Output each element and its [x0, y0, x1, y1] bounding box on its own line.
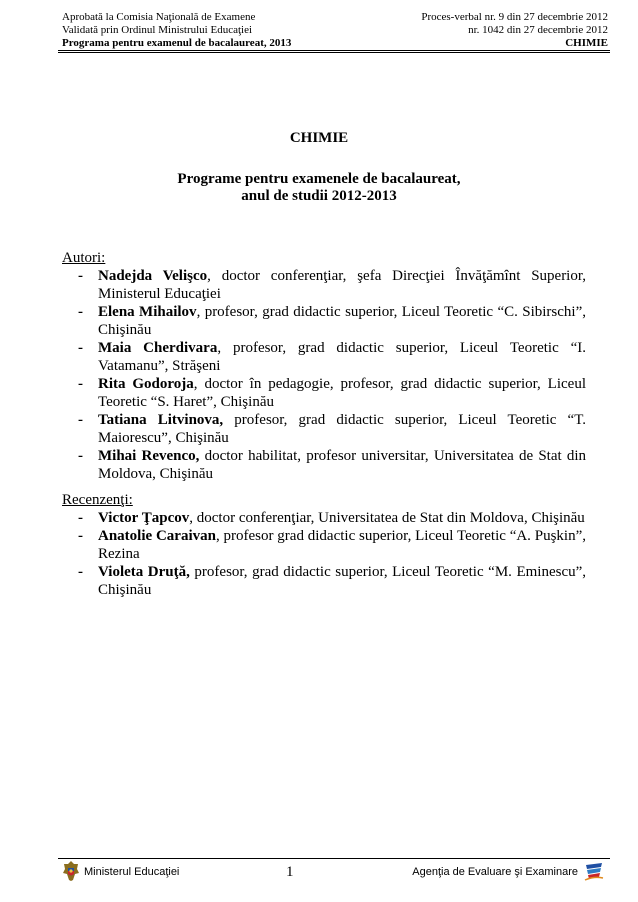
reviewer-description: profesor grad didactic superior, Liceul Teoretic “A. Puşkin”, Rezina	[98, 528, 586, 562]
document-subject: CHIMIE	[289, 130, 349, 146]
author-description: profesor, grad didactic superior, Liceul Teoretic “C. Sibirschi”, Chişinău	[98, 304, 586, 338]
coat-of-arms-icon	[62, 860, 80, 882]
author-description: profesor, grad didactic superior, Liceul Teoretic “I. Vatamanu”, Străşeni	[98, 340, 586, 374]
header-rule	[58, 50, 610, 51]
list-item: - Tatiana Litvinova, profesor, grad didactic superior, Liceul Teoretic “T. Maiorescu”, Chişinău	[78, 412, 586, 446]
authors-heading: Autori:	[62, 250, 106, 266]
author-name: Elena Mihailov	[98, 304, 197, 320]
header-program: Programa pentru examenul de bacalaureat, 2013	[62, 37, 292, 49]
author-description: doctor habilitat, profesor universitar, Universitatea de Stat din Moldova, Chişinău	[98, 448, 587, 482]
author-name: Rita Godoroja	[98, 376, 194, 392]
page-number: 1	[286, 864, 294, 880]
list-item: - Anatolie Caraivan, profesor grad didactic superior, Liceul Teoretic “A. Puşkin”, Rezina	[78, 528, 586, 562]
header-row-3	[62, 37, 608, 50]
footer-ministry: Ministerul Educaţiei	[84, 866, 180, 878]
header-row-1	[62, 11, 608, 24]
header-subject: CHIMIE	[565, 37, 608, 49]
document-title-line-2: anul de studii 2012-2013	[241, 188, 397, 204]
list-item: - Mihai Revenco, doctor habilitat, profesor universitar, Universitatea de Stat din Moldova, Chişinău	[78, 448, 587, 482]
author-description: doctor conferenţiar, şefa Direcţiei Învăţămînt Superior, Ministerul Educaţiei	[98, 268, 586, 302]
author-name: Mihai Revenco,	[98, 448, 200, 464]
author-description: profesor, grad didactic superior, Liceul Teoretic “T. Maiorescu”, Chişinău	[98, 412, 586, 446]
reviewers-list	[62, 509, 586, 599]
reviewer-name: Victor Ţapcov	[98, 510, 190, 526]
header-validation: Validată prin Ordinul Ministrului Educaţiei	[62, 24, 253, 36]
reviewer-description: doctor conferenţiar, Universitatea de Stat din Moldova, Chişinău	[193, 510, 585, 526]
reviewers-heading: Recenzenţi:	[62, 492, 133, 508]
list-item: - Elena Mihailov, profesor, grad didactic superior, Liceul Teoretic “C. Sibirschi”, Chişinău	[78, 304, 586, 338]
list-item: - Maia Cherdivara, profesor, grad didactic superior, Liceul Teoretic “I. Vatamanu”, Străşeni	[78, 340, 586, 374]
author-description: doctor în pedagogie, profesor, grad didactic superior, Liceul Teoretic “S. Haret”, Chişinău	[98, 376, 586, 410]
header-approval: Aprobată la Comisia Naţională de Examene	[62, 11, 256, 23]
author-name: Nadejda Velişco	[98, 268, 208, 284]
header-minutes: Proces-verbal nr. 9 din 27 decembrie 2012	[421, 11, 608, 23]
author-name: Maia Cherdivara	[98, 340, 218, 356]
reviewer-name: Anatolie Caraivan	[98, 528, 216, 544]
author-name: Tatiana Litvinova,	[98, 412, 224, 428]
reviewer-description: profesor, grad didactic superior, Liceul Teoretic “M. Eminescu”, Chişinău	[98, 564, 587, 598]
header-order-number: nr. 1042 din 27 decembrie 2012	[468, 24, 608, 36]
list-item: - Violeta Druţă, profesor, grad didactic superior, Liceul Teoretic “M. Eminescu”, Chişinău	[78, 564, 587, 598]
document-title-line-1: Programe pentru examenele de bacalaureat,	[177, 171, 461, 187]
agency-logo-icon	[583, 860, 605, 882]
header-row-2	[62, 24, 608, 37]
footer-rule	[58, 858, 610, 859]
list-item: - Rita Godoroja, doctor în pedagogie, profesor, grad didactic superior, Liceul Teoretic “S. Haret”, Chişinău	[78, 376, 586, 410]
list-item: - Nadejda Velişco, doctor conferenţiar, şefa Direcţiei Învăţămînt Superior, Ministerul Educaţiei	[78, 268, 586, 302]
authors-list	[62, 267, 586, 483]
header-rule-double	[58, 52, 610, 53]
reviewer-name: Violeta Druţă,	[98, 564, 190, 580]
list-item: - Victor Ţapcov, doctor conferenţiar, Universitatea de Stat din Moldova, Chişinău	[78, 510, 585, 526]
footer-agency: Agenţia de Evaluare şi Examinare	[412, 866, 578, 878]
